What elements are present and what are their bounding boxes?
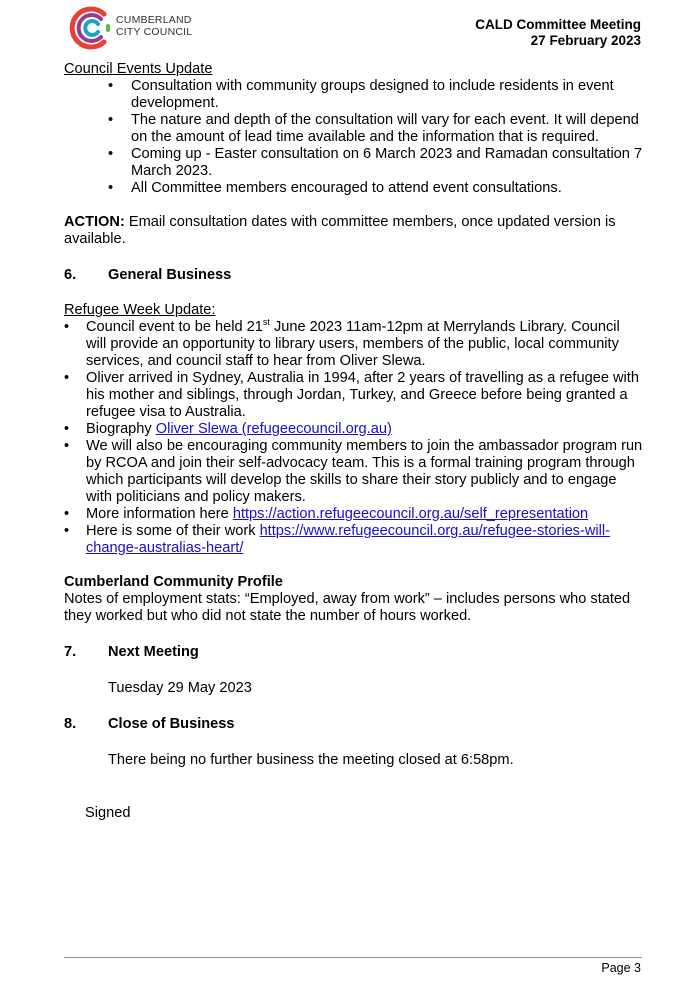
list-item: • Consultation with community groups designed to include residents in event development. — [64, 78, 644, 112]
list-item-text: More information here — [86, 506, 233, 522]
council-events-list — [64, 78, 644, 197]
signed-label: Signed — [85, 805, 131, 821]
list-item: • Coming up - Easter consultation on 6 March 2023 and Ramadan consultation 7 March 2023. — [64, 146, 644, 180]
list-item-text: Biography — [86, 421, 156, 437]
close-of-business-text: There being no further business the meeting closed at 6:58pm. — [108, 752, 514, 768]
footer-divider — [64, 957, 642, 958]
list-item: • Oliver arrived in Sydney, Australia in 1994, after 2 years of travelling as a refugee with his mother and siblings, through Jordan, Turkey, and Greece before being granted a refugee visa to Australia. — [64, 370, 644, 421]
list-item-text: Council event to be held 21 — [86, 319, 263, 335]
list-item — [64, 523, 644, 557]
section-number: 7. — [64, 644, 77, 660]
document-body — [64, 61, 644, 822]
list-item: • All Committee members encouraged to attend event consultations. — [64, 180, 644, 197]
profile-heading: Cumberland Community Profile — [64, 574, 283, 590]
org-name-line1: CUMBERLAND — [116, 14, 192, 26]
list-item — [64, 506, 644, 523]
refugee-stories-link[interactable]: https://www.refugeecouncil.org.au/refugee-stories-will-change-australias-heart/ — [86, 523, 610, 556]
doc-header — [475, 17, 641, 49]
org-name — [116, 14, 192, 38]
section-title: Next Meeting — [108, 644, 199, 660]
section-number: 6. — [64, 267, 77, 283]
section-8-heading — [64, 716, 644, 733]
section-number: 8. — [64, 716, 77, 732]
doc-date: 27 February 2023 — [530, 33, 641, 48]
refugee-week-heading: Refugee Week Update: — [64, 302, 216, 318]
list-item — [64, 319, 644, 370]
action-text: Email consultation dates with committee members, once updated version is available. — [64, 214, 616, 247]
action-paragraph — [64, 214, 644, 248]
page-number: Page 3 — [601, 961, 641, 975]
profile-text: Notes of employment stats: “Employed, away from work” – includes persons who stated they worked but who did not state the number of hours worked. — [64, 591, 631, 624]
section-7-heading — [64, 644, 644, 661]
section-title: General Business — [108, 267, 232, 283]
cumberland-logo-icon — [64, 2, 116, 54]
list-item-text: Here is some of their work — [86, 523, 260, 539]
next-meeting-date: Tuesday 29 May 2023 — [108, 680, 252, 696]
list-item: • We will also be encouraging community members to join the ambassador program run by RCOA and join their self-advocacy team. This is a formal training program through which participants will develop the skills to share their story publicly and to engage with politicians and policy makers. — [64, 438, 644, 506]
self-representation-link[interactable]: https://action.refugeecouncil.org.au/self_representation — [232, 506, 589, 522]
section-6-heading — [64, 267, 644, 284]
org-name-line2: CITY COUNCIL — [116, 26, 193, 38]
biography-link[interactable]: Oliver Slewa (refugeecouncil.org.au) — [155, 421, 392, 437]
list-item: • The nature and depth of the consultation will vary for each event. It will depend on the amount of lead time available and the information that is required. — [64, 112, 644, 146]
ordinal-suffix: st — [262, 317, 270, 328]
council-events-heading: Council Events Update — [64, 61, 213, 77]
refugee-week-list — [64, 319, 644, 557]
action-label: ACTION: — [64, 214, 125, 230]
list-item — [64, 421, 644, 438]
section-title: Close of Business — [108, 716, 235, 732]
doc-title: CALD Committee Meeting — [475, 17, 641, 32]
list-item-text: June 2023 11am-12pm at Merrylands Library. Council will provide an opportunity to library users, members of the public, local community services, and council staff to hear from Oliver Slewa. — [86, 319, 620, 369]
